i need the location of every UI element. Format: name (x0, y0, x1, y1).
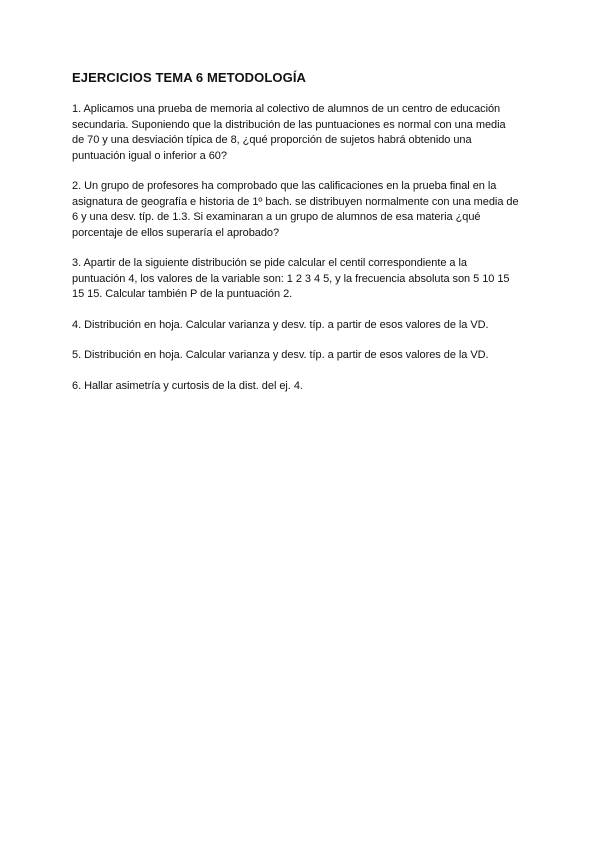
exercise-line: 4. Distribución en hoja. Calcular varianza y desv. típ. a partir de esos valores de la VD. (72, 318, 489, 331)
exercise-line: de 70 y una desviación típica de 8, ¿qué proporción de sujetos habrá obtenido una (72, 134, 472, 146)
exercise-line: 1. Aplicamos una prueba de memoria al colectivo de alumnos de un centro de educación (72, 103, 501, 115)
exercise-line: 2. Un grupo de profesores ha comprobado que las calificaciones en la prueba final en la (72, 180, 497, 192)
exercise-line: secundaria. Suponiendo que la distribución de las puntuaciones es normal con una media (72, 118, 506, 131)
exercise-line: porcentaje de ellos superaría el aprobado? (72, 226, 280, 239)
exercise-line: puntuación igual o inferior a 60? (72, 149, 227, 162)
exercise-line: 15 15. Calcular también P de la puntuación 2. (72, 288, 293, 300)
exercise-line: 6. Hallar asimetría y curtosis de la dist. del ej. 4. (72, 379, 303, 392)
document-content (72, 69, 534, 409)
exercise-3 (72, 256, 534, 303)
document-title: EJERCICIOS TEMA 6 METODOLOGÍA (72, 70, 307, 85)
exercise-1 (72, 102, 534, 164)
exercise-5 (72, 348, 534, 364)
exercise-line: asignatura de geografía e historia de 1º bach. se distribuyen normalmente con una media de (72, 195, 519, 208)
exercise-line: 6 y una desv. típ. de 1.3. Si examinaran a un grupo de alumnos de esa materia ¿qué (72, 211, 481, 223)
exercise-2 (72, 179, 534, 241)
exercise-line: 3. Apartir de la siguiente distribución se pide calcular el centil correspondiente a la (72, 257, 467, 269)
exercise-6 (72, 379, 534, 395)
exercise-4 (72, 318, 534, 334)
exercise-line: puntuación 4, los valores de la variable son: 1 2 3 4 5, y la frecuencia absoluta son 5 10 15 (72, 272, 510, 285)
exercise-line: 5. Distribución en hoja. Calcular varianza y desv. típ. a partir de esos valores de la VD. (72, 349, 489, 361)
